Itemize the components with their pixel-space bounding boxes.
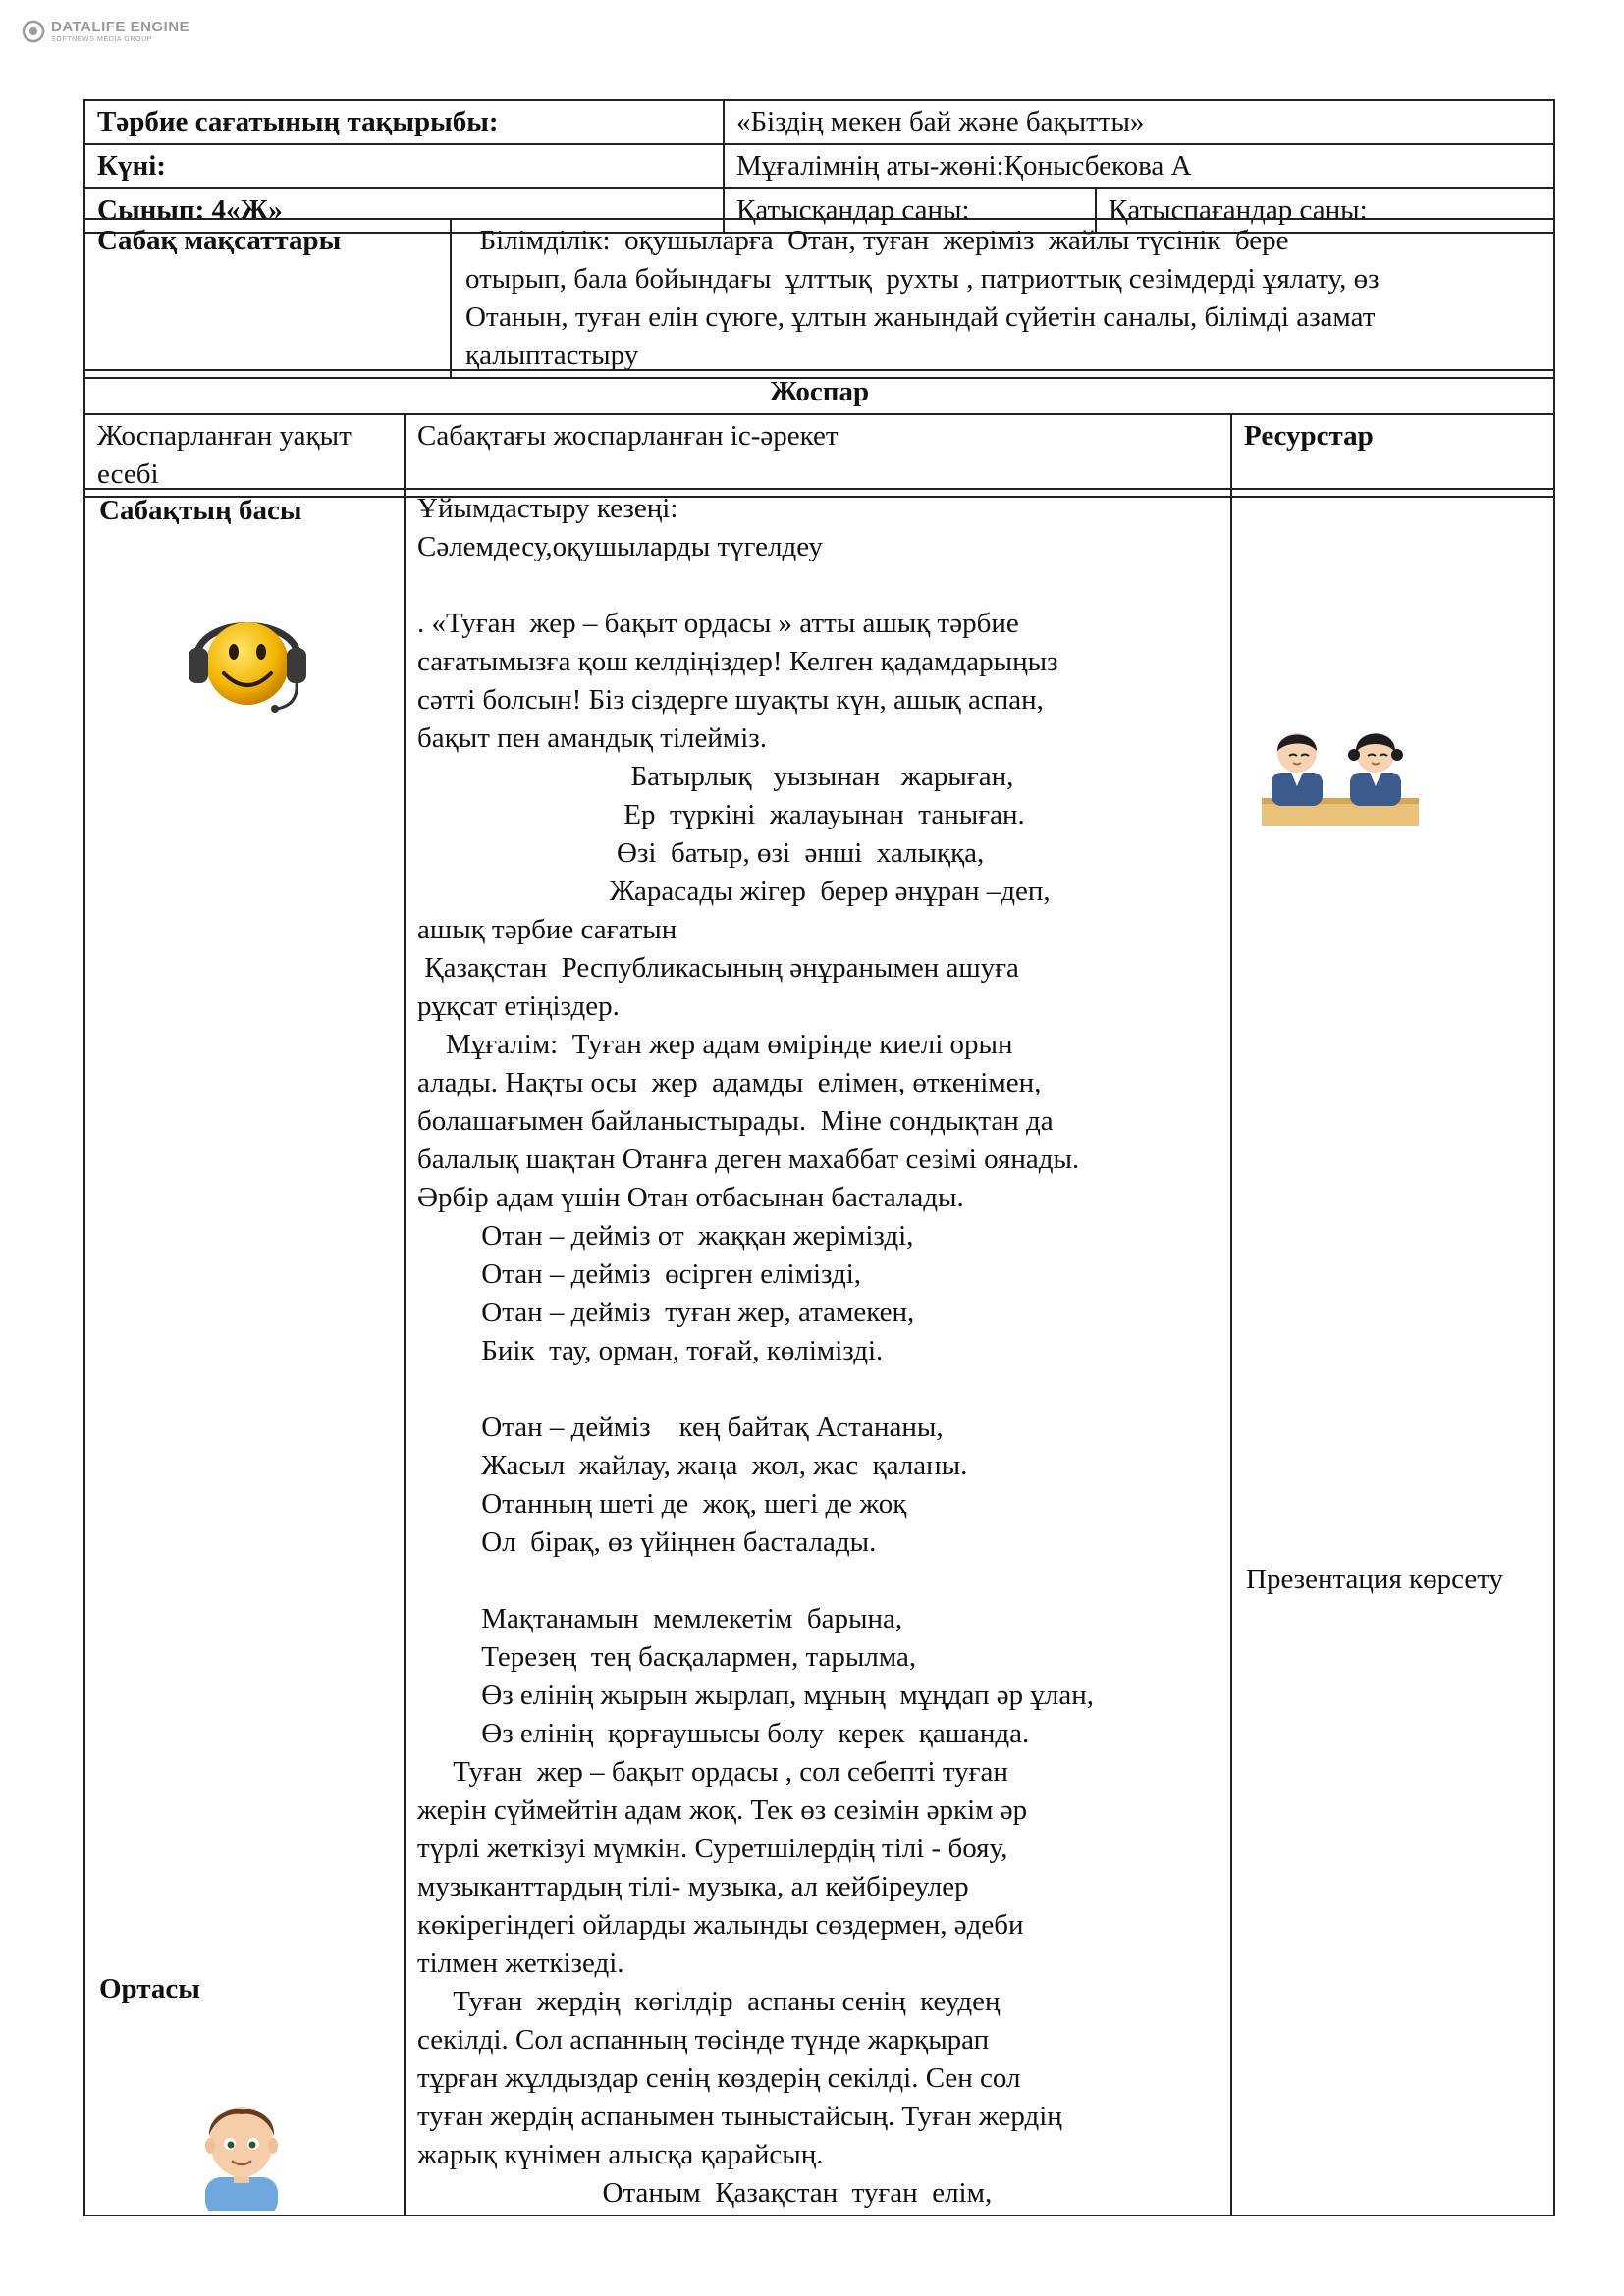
teacher-label: Мұғалімнің аты-жөні:Қонысбекова А	[724, 144, 1554, 188]
goals-label: Сабақ мақсаттары	[84, 219, 451, 378]
activity-line: бақыт пен амандық тілейміз.	[417, 722, 767, 754]
watermark-title: DATALIFE ENGINE	[51, 19, 190, 35]
col-resources-header: Ресурстар	[1231, 414, 1554, 497]
activity-line: Ол бірақ, өз үйіңнен басталады.	[417, 1526, 877, 1558]
activity-line: Жарасады жігер берер әнұран –деп,	[417, 876, 1051, 907]
activity-line: Мақтанамын мемлекетім барына,	[417, 1603, 903, 1634]
header-table	[83, 99, 1555, 234]
activity-line: Терезең тең басқалармен, тарылма,	[417, 1641, 917, 1673]
smiley-headphones-image	[183, 595, 312, 721]
activity-line: Мұғалім: Туған жер адам өмірінде киелі орын	[417, 1029, 1013, 1060]
watermark-subtitle: SOFTNEWS MEDIA GROUP	[51, 36, 153, 43]
activity-line: түрлі жеткізуі мүмкін. Суретшілердің тілі - бояу,	[417, 1833, 1008, 1864]
activity-line	[417, 566, 1218, 605]
activity-line: Жасыл жайлау, жаңа жол, жас қаланы.	[417, 1450, 968, 1481]
goals-line: қалыптастыру	[465, 340, 639, 371]
datalife-logo-icon	[22, 20, 45, 43]
activity-line: ашық тәрбие сағатын	[417, 914, 677, 945]
activity-line: болашағымен байланыстырады. Міне сондықтан да	[417, 1105, 1054, 1137]
activity-line: жерін сүймейтін адам жоқ. Тек өз сезімін әркім әр	[417, 1794, 1028, 1826]
activity-line: Отан – дейміз от жаққан жерімізді,	[417, 1220, 914, 1252]
activity-line: Ер түркіні жалауынан таныған.	[417, 799, 1025, 830]
activity-line: Әрбір адам үшін Отан отбасынан басталады.	[417, 1182, 964, 1213]
activity-line: Отанның шеті де жоқ, шегі де жоқ	[417, 1488, 907, 1520]
col-activity-header: Сабақтағы жоспарланған іс-әрекет	[405, 414, 1231, 497]
activity-line: жарық күнімен алысқа қарайсың.	[417, 2139, 824, 2170]
activity-line: Қазақстан Республикасының әнұранымен ашуға	[417, 952, 1019, 984]
stage-start-label: Сабақтың басы	[99, 495, 302, 526]
activity-line: Сәлемдесу,оқушыларды түгелдеу	[417, 531, 823, 562]
activity-column	[405, 489, 1231, 2216]
activity-line: Батырлық уызынан жарыған,	[417, 761, 1014, 792]
topic-label: Тәрбие сағатының тақырыбы:	[84, 100, 724, 144]
activity-line	[417, 1562, 1218, 1600]
topic-value: «Біздің мекен бай және бақытты»	[724, 100, 1554, 144]
date-label: Күні:	[84, 144, 724, 188]
stage-middle-label: Ортасы	[99, 1973, 200, 2004]
plan-title: Жоспар	[84, 370, 1554, 414]
col-time-header: Жоспарланған уақыт есебі	[84, 414, 405, 497]
activity-line: Отан – дейміз кең байтақ Астананы,	[417, 1412, 944, 1443]
activity-line: Ұйымдастыру кезеңі:	[417, 493, 678, 524]
activity-line	[417, 1370, 1218, 1409]
activity-line: Өз елінің жырын жырлап, мұның мұңдап әр ұлан,	[417, 1680, 1095, 1711]
activity-line: Биік тау, орман, тоғай, көлімізді.	[417, 1335, 884, 1366]
plan-header-table	[83, 369, 1555, 498]
absent-count-label: Қатыспағандар саны:	[1096, 188, 1554, 233]
goals-line: Отанын, туған елін сүюге, ұлтын жанындай сүйетін саналы, білімді азамат	[465, 301, 1376, 333]
activity-line: секілді. Сол аспанның төсінде түнде жарқырап	[417, 2024, 990, 2056]
activity-line: тілмен жеткізеді.	[417, 1948, 624, 1979]
activity-line: Отан – дейміз туған жер, атамекен,	[417, 1297, 915, 1328]
present-count-label: Қатысқандар саны:	[724, 188, 1096, 233]
activity-line: . «Туған жер – бақыт ордасы » атты ашық тәрбие	[417, 608, 1019, 639]
activity-line: сағатымызға қош келдіңіздер! Келген қадамдарыңыз	[417, 646, 1058, 677]
activity-line: Отан – дейміз өсірген елімізді,	[417, 1258, 862, 1290]
presentation-label: Презентация көрсету	[1246, 1564, 1504, 1595]
activity-line: сәтті болсын! Біз сіздерге шуақты күн, ашық аспан,	[417, 684, 1044, 716]
watermark	[22, 20, 189, 43]
goals-line: Білімділік: оқушыларға Отан, туған жеріміз жайлы түсінік бере	[465, 225, 1289, 256]
activity-line: Туған жер – бақыт ордасы , сол себепті туған	[417, 1756, 1008, 1788]
activity-line: музыканттардың тілі- музыка, ал кейбіреулер	[417, 1871, 969, 1902]
activity-line: рұқсат етіңіздер.	[417, 990, 620, 1022]
boy-image	[188, 2093, 296, 2211]
goals-line: отырып, бала бойындағы ұлттық рухты , патриоттық сезімдерді ұялату, өз	[465, 263, 1380, 294]
activity-line: Туған жердің көгілдір аспаны сенің кеудең	[417, 1986, 1001, 2017]
goals-text	[451, 219, 1554, 378]
activity-line: балалық шақтан Отанға деген махаббат сезімі оянады.	[417, 1144, 1080, 1175]
resources-column	[1231, 489, 1554, 2216]
activity-line: көкірегіндегі ойларды жалынды сөздермен, әдеби	[417, 1909, 1024, 1941]
activity-line: тұрған жұлдыздар сенің көздерің секілді. Сен сол	[417, 2062, 1021, 2094]
activity-line: Отаным Қазақстан туған елім,	[417, 2177, 993, 2209]
activity-line: Өз елінің қорғаушысы болу керек қашанда.	[417, 1718, 1030, 1749]
activity-text	[417, 490, 1218, 2213]
goals-table	[83, 218, 1555, 379]
plan-body-table	[83, 488, 1555, 2216]
class-label: Сынып: 4«Ж»	[84, 188, 724, 233]
activity-line: Өзі батыр, өзі әнші халыққа,	[417, 837, 985, 869]
activity-line: алады. Нақты осы жер адамды елімен, өткенімен,	[417, 1067, 1042, 1098]
activity-line: туған жердің аспанымен тыныстайсың. Туған жердің	[417, 2101, 1062, 2132]
students-image	[1254, 721, 1423, 829]
stage-column	[84, 489, 405, 2216]
